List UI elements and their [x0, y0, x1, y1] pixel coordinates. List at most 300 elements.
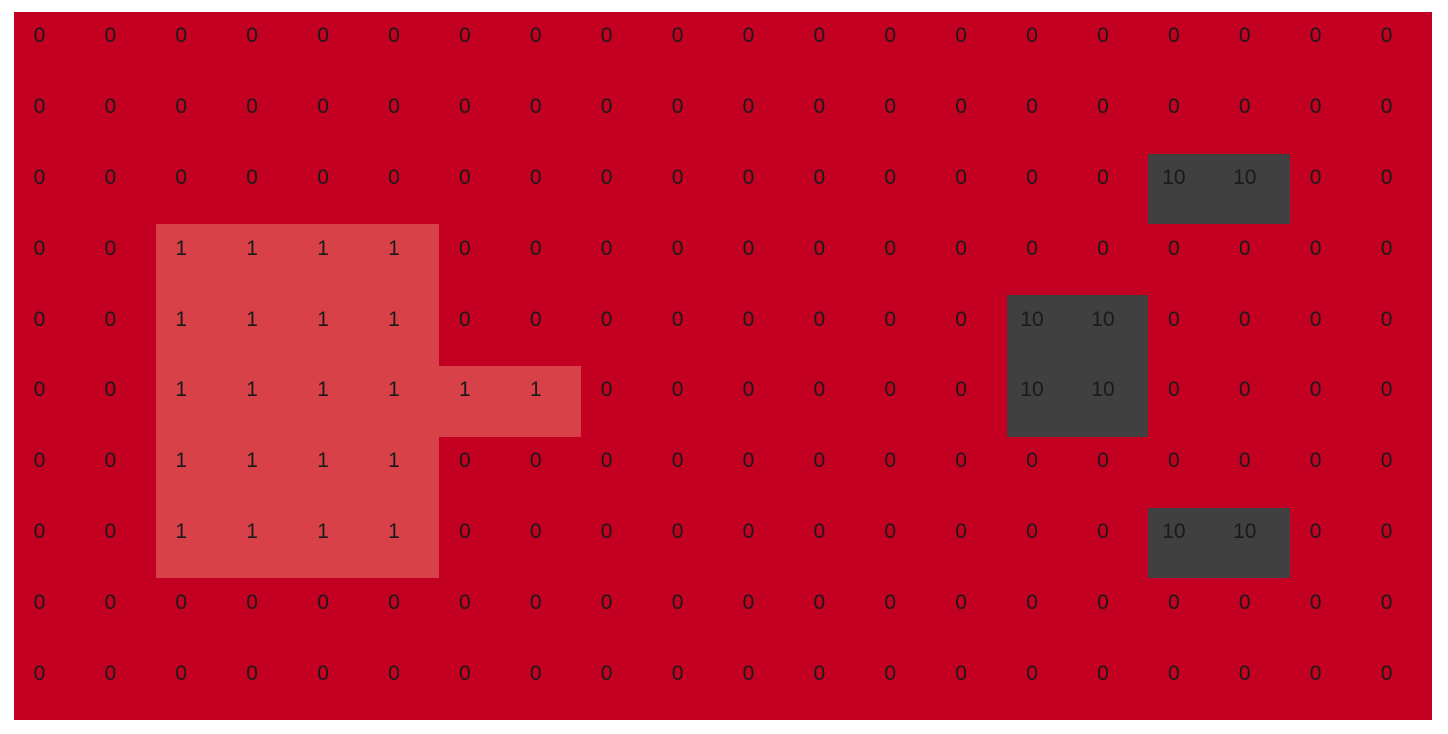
grid-cell	[1078, 366, 1149, 437]
cell-value: 0	[104, 165, 117, 189]
grid-cell	[1361, 295, 1432, 366]
grid-cell	[652, 12, 723, 83]
grid-cell	[1361, 366, 1432, 437]
grid-cell	[510, 224, 581, 295]
cell-value: 0	[1380, 165, 1393, 189]
grid-cell	[439, 578, 510, 649]
grid-cell	[156, 83, 227, 154]
cell-value: 0	[529, 449, 542, 473]
cell-value: 0	[33, 95, 46, 119]
grid-cell	[652, 649, 723, 720]
grid-cell	[1290, 437, 1361, 508]
grid-cell	[85, 224, 156, 295]
grid-cell	[1148, 508, 1219, 579]
cell-value: 0	[742, 24, 755, 48]
grid-cell	[14, 366, 85, 437]
grid-cell	[723, 12, 794, 83]
cell-value: 1	[388, 307, 400, 331]
cell-value: 1	[175, 378, 188, 402]
cell-value: 0	[742, 307, 755, 331]
cell-value: 0	[246, 661, 258, 685]
grid-cell	[85, 649, 156, 720]
grid-cell	[85, 578, 156, 649]
cell-value: 0	[104, 307, 117, 331]
grid-cell	[936, 437, 1007, 508]
grid-cell	[369, 154, 440, 225]
cell-value: 10	[1091, 307, 1115, 331]
grid-cell	[1361, 224, 1432, 295]
cell-value: 10	[1233, 165, 1257, 189]
grid-cell	[723, 224, 794, 295]
grid-cell	[227, 649, 298, 720]
cell-value: 0	[742, 449, 755, 473]
grid-cell	[227, 366, 298, 437]
cell-value: 0	[1309, 378, 1322, 402]
cell-value: 10	[1233, 519, 1257, 543]
cell-value: 1	[459, 378, 471, 402]
cell-value: 0	[671, 24, 684, 48]
value-grid	[14, 12, 1432, 720]
grid-cell	[439, 154, 510, 225]
cell-value: 0	[1309, 661, 1322, 685]
cell-value: 0	[671, 95, 684, 119]
grid-cell	[298, 578, 369, 649]
cell-value: 0	[246, 590, 258, 614]
grid-cell	[85, 295, 156, 366]
cell-value: 1	[317, 449, 329, 473]
grid-cell	[581, 83, 652, 154]
cell-value: 0	[671, 307, 684, 331]
cell-value: 0	[1238, 307, 1251, 331]
cell-value: 1	[175, 449, 188, 473]
grid-cell	[936, 649, 1007, 720]
cell-value: 1	[175, 307, 188, 331]
grid-cell	[1078, 649, 1149, 720]
grid-cell	[14, 83, 85, 154]
grid-cell	[510, 508, 581, 579]
grid-cell	[156, 12, 227, 83]
cell-value: 0	[104, 449, 117, 473]
cell-value: 1	[529, 378, 542, 402]
cell-value: 0	[1309, 236, 1322, 260]
grid-cell	[1361, 578, 1432, 649]
grid-cell	[936, 83, 1007, 154]
grid-cell	[652, 154, 723, 225]
cell-value: 0	[1026, 519, 1038, 543]
cell-value: 0	[529, 165, 542, 189]
cell-value: 0	[955, 24, 967, 48]
cell-value: 0	[1380, 449, 1393, 473]
cell-value: 0	[1309, 519, 1322, 543]
grid-cell	[652, 508, 723, 579]
cell-value: 0	[955, 236, 967, 260]
grid-cell	[1007, 295, 1078, 366]
grid-cell	[723, 437, 794, 508]
grid-cell	[1219, 12, 1290, 83]
grid-cell	[298, 83, 369, 154]
cell-value: 0	[742, 661, 755, 685]
grid-cell	[85, 83, 156, 154]
grid-cell	[1361, 508, 1432, 579]
grid-cell	[369, 295, 440, 366]
grid-cell	[1290, 649, 1361, 720]
cell-value: 0	[742, 519, 755, 543]
cell-value: 0	[742, 95, 755, 119]
grid-cell	[1078, 224, 1149, 295]
cell-value: 0	[671, 378, 684, 402]
grid-cell	[156, 508, 227, 579]
cell-value: 0	[1026, 95, 1038, 119]
cell-value: 0	[104, 519, 117, 543]
cell-value: 0	[1026, 449, 1038, 473]
grid-cell	[1361, 12, 1432, 83]
grid-cell	[439, 12, 510, 83]
cell-value: 0	[813, 661, 826, 685]
grid-cell	[1148, 437, 1219, 508]
cell-value: 1	[246, 519, 258, 543]
cell-value: 0	[1380, 378, 1393, 402]
cell-value: 0	[104, 24, 117, 48]
grid-cell	[865, 154, 936, 225]
grid-cell	[439, 437, 510, 508]
grid-cell	[794, 83, 865, 154]
cell-value: 1	[246, 449, 258, 473]
cell-value: 0	[388, 661, 400, 685]
cell-value: 0	[459, 449, 471, 473]
cell-value: 0	[1097, 449, 1109, 473]
grid-cell	[936, 295, 1007, 366]
grid-cell	[865, 295, 936, 366]
grid-cell	[14, 437, 85, 508]
cell-value: 0	[1309, 24, 1322, 48]
grid-cell	[298, 508, 369, 579]
cell-value: 0	[1238, 95, 1251, 119]
cell-value: 0	[388, 95, 400, 119]
grid-cell	[85, 154, 156, 225]
grid-cell	[1290, 224, 1361, 295]
grid-cell	[369, 437, 440, 508]
grid-cell	[865, 649, 936, 720]
grid-cell	[723, 578, 794, 649]
cell-value: 1	[317, 378, 329, 402]
cell-value: 0	[1238, 24, 1251, 48]
cell-value: 0	[459, 95, 471, 119]
grid-cell	[14, 649, 85, 720]
cell-value: 0	[1097, 661, 1109, 685]
grid-cell	[1148, 295, 1219, 366]
grid-cell	[581, 366, 652, 437]
grid-cell	[227, 578, 298, 649]
cell-value: 0	[884, 307, 897, 331]
cell-value: 0	[1168, 307, 1180, 331]
grid-cell	[1007, 154, 1078, 225]
grid-cell	[794, 295, 865, 366]
cell-value: 0	[600, 449, 613, 473]
grid-cell	[1290, 12, 1361, 83]
grid-cell	[1290, 508, 1361, 579]
cell-value: 0	[1026, 24, 1038, 48]
cell-value: 0	[813, 24, 826, 48]
grid-cell	[936, 578, 1007, 649]
cell-value: 0	[104, 236, 117, 260]
cell-value: 0	[459, 24, 471, 48]
cell-value: 0	[246, 165, 258, 189]
grid-cell	[652, 437, 723, 508]
grid-cell	[652, 295, 723, 366]
grid-cell	[298, 366, 369, 437]
grid-cell	[1219, 224, 1290, 295]
cell-value: 0	[1168, 24, 1180, 48]
cell-value: 10	[1162, 165, 1186, 189]
cell-value: 0	[529, 590, 542, 614]
cell-value: 0	[600, 590, 613, 614]
cell-value: 0	[1309, 590, 1322, 614]
grid-cell	[14, 224, 85, 295]
grid-cell	[1007, 508, 1078, 579]
grid-cell	[1007, 224, 1078, 295]
cell-value: 0	[955, 378, 967, 402]
grid-cell	[581, 578, 652, 649]
grid-cell	[1007, 12, 1078, 83]
grid-cell	[1148, 366, 1219, 437]
grid-cell	[227, 508, 298, 579]
cell-value: 0	[529, 661, 542, 685]
cell-value: 0	[742, 590, 755, 614]
grid-cell	[369, 366, 440, 437]
grid-cell	[1361, 154, 1432, 225]
cell-value: 0	[813, 236, 826, 260]
cell-value: 0	[600, 24, 613, 48]
grid-cell	[298, 437, 369, 508]
grid-cell	[581, 649, 652, 720]
grid-cell	[298, 224, 369, 295]
grid-cell	[14, 295, 85, 366]
cell-value: 1	[317, 519, 329, 543]
cell-value: 0	[33, 449, 46, 473]
grid-cell	[227, 295, 298, 366]
cell-value: 0	[246, 95, 258, 119]
cell-value: 0	[955, 165, 967, 189]
grid-cell	[156, 366, 227, 437]
grid-cell	[1290, 154, 1361, 225]
grid-cell	[227, 12, 298, 83]
cell-value: 10	[1020, 307, 1044, 331]
grid-cell	[865, 224, 936, 295]
cell-value: 1	[388, 519, 400, 543]
cell-value: 0	[459, 165, 471, 189]
cell-value: 1	[246, 236, 258, 260]
grid-cell	[510, 83, 581, 154]
grid-cell	[369, 12, 440, 83]
grid-cell	[652, 366, 723, 437]
cell-value: 0	[742, 378, 755, 402]
grid-cell	[1148, 154, 1219, 225]
grid-cell	[439, 366, 510, 437]
grid-cell	[510, 366, 581, 437]
grid-cell	[652, 83, 723, 154]
cell-value: 0	[955, 95, 967, 119]
grid-cell	[581, 154, 652, 225]
cell-value: 0	[600, 378, 613, 402]
grid-cell	[1361, 437, 1432, 508]
grid-cell	[1078, 295, 1149, 366]
cell-value: 0	[813, 307, 826, 331]
cell-value: 0	[1026, 165, 1038, 189]
grid-cell	[14, 12, 85, 83]
grid-cell	[1148, 83, 1219, 154]
cell-value: 0	[33, 307, 46, 331]
cell-value: 0	[33, 661, 46, 685]
cell-value: 1	[388, 449, 400, 473]
cell-value: 0	[600, 519, 613, 543]
cell-value: 0	[955, 590, 967, 614]
cell-value: 0	[671, 449, 684, 473]
grid-cell	[581, 224, 652, 295]
cell-value: 0	[1380, 307, 1393, 331]
cell-value: 0	[1380, 519, 1393, 543]
cell-value: 0	[317, 165, 329, 189]
grid-cell	[227, 224, 298, 295]
cell-value: 0	[955, 661, 967, 685]
cell-value: 0	[600, 307, 613, 331]
cell-value: 1	[388, 236, 400, 260]
grid-cell	[14, 154, 85, 225]
grid-cell	[227, 83, 298, 154]
cell-value: 0	[529, 519, 542, 543]
grid-cell	[156, 578, 227, 649]
cell-value: 0	[1238, 449, 1251, 473]
grid-cell	[865, 366, 936, 437]
grid-cell	[723, 649, 794, 720]
cell-value: 1	[246, 378, 258, 402]
grid-cell	[936, 154, 1007, 225]
grid-cell	[156, 154, 227, 225]
grid-cell	[1219, 154, 1290, 225]
grid-cell	[14, 508, 85, 579]
cell-value: 0	[955, 307, 967, 331]
cell-value: 1	[175, 236, 188, 260]
grid-cell	[439, 224, 510, 295]
cell-value: 0	[884, 165, 897, 189]
grid-cell	[1078, 437, 1149, 508]
cell-value: 0	[33, 378, 46, 402]
cell-value: 0	[33, 165, 46, 189]
cell-value: 0	[1380, 661, 1393, 685]
grid-cell	[865, 437, 936, 508]
cell-value: 0	[246, 24, 258, 48]
grid-cell	[85, 366, 156, 437]
grid-cell	[865, 12, 936, 83]
cell-value: 0	[600, 95, 613, 119]
grid-cell	[1078, 12, 1149, 83]
cell-value: 0	[175, 590, 188, 614]
grid-cell	[1007, 578, 1078, 649]
grid-cell	[1290, 295, 1361, 366]
grid-cell	[1007, 649, 1078, 720]
grid-cell	[1219, 366, 1290, 437]
cell-value: 0	[671, 165, 684, 189]
grid-cell	[1219, 295, 1290, 366]
cell-value: 0	[1380, 95, 1393, 119]
cell-value: 0	[884, 236, 897, 260]
cell-value: 0	[104, 590, 117, 614]
grid-cell	[1219, 83, 1290, 154]
grid-cell	[794, 508, 865, 579]
cell-value: 0	[104, 661, 117, 685]
grid-cell	[1219, 437, 1290, 508]
cell-value: 0	[813, 449, 826, 473]
grid-cell	[1361, 649, 1432, 720]
cell-value: 0	[1168, 95, 1180, 119]
grid-cell	[510, 295, 581, 366]
cell-value: 0	[1238, 236, 1251, 260]
cell-value: 0	[884, 24, 897, 48]
cell-value: 0	[529, 307, 542, 331]
grid-cell	[1078, 508, 1149, 579]
cell-value: 0	[600, 236, 613, 260]
cell-value: 0	[33, 24, 46, 48]
grid-cell	[439, 295, 510, 366]
cell-value: 0	[1026, 661, 1038, 685]
cell-value: 0	[33, 236, 46, 260]
cell-value: 0	[175, 661, 188, 685]
cell-value: 0	[317, 95, 329, 119]
grid-cell	[1219, 649, 1290, 720]
cell-value: 0	[529, 24, 542, 48]
cell-value: 0	[1097, 590, 1109, 614]
grid-cell	[1361, 83, 1432, 154]
cell-value: 0	[884, 590, 897, 614]
cell-value: 0	[813, 590, 826, 614]
cell-value: 0	[1026, 590, 1038, 614]
cell-value: 0	[955, 449, 967, 473]
grid-cell	[298, 154, 369, 225]
grid-cell	[439, 508, 510, 579]
grid-cell	[369, 224, 440, 295]
cell-value: 10	[1091, 378, 1115, 402]
grid-cell	[369, 508, 440, 579]
cell-value: 0	[1168, 590, 1180, 614]
grid-cell	[369, 578, 440, 649]
grid-cell	[723, 508, 794, 579]
grid-cell	[794, 437, 865, 508]
cell-value: 0	[1238, 661, 1251, 685]
grid-cell	[1290, 83, 1361, 154]
grid-cell	[156, 437, 227, 508]
cell-value: 0	[813, 165, 826, 189]
grid-cell	[1148, 12, 1219, 83]
grid-cell	[1290, 578, 1361, 649]
grid-cell	[865, 508, 936, 579]
grid-cell	[723, 154, 794, 225]
cell-value: 0	[671, 661, 684, 685]
grid-cell	[510, 154, 581, 225]
cell-value: 0	[1097, 95, 1109, 119]
cell-value: 0	[1097, 165, 1109, 189]
grid-cell	[1148, 224, 1219, 295]
grid-cell	[298, 295, 369, 366]
grid-cell	[439, 83, 510, 154]
cell-value: 1	[175, 519, 188, 543]
cell-value: 10	[1020, 378, 1044, 402]
grid-cell	[1007, 366, 1078, 437]
cell-value: 0	[600, 165, 613, 189]
grid-cell	[865, 578, 936, 649]
grid-cell	[510, 578, 581, 649]
grid-cell	[156, 649, 227, 720]
cell-value: 0	[955, 519, 967, 543]
cell-value: 0	[742, 165, 755, 189]
